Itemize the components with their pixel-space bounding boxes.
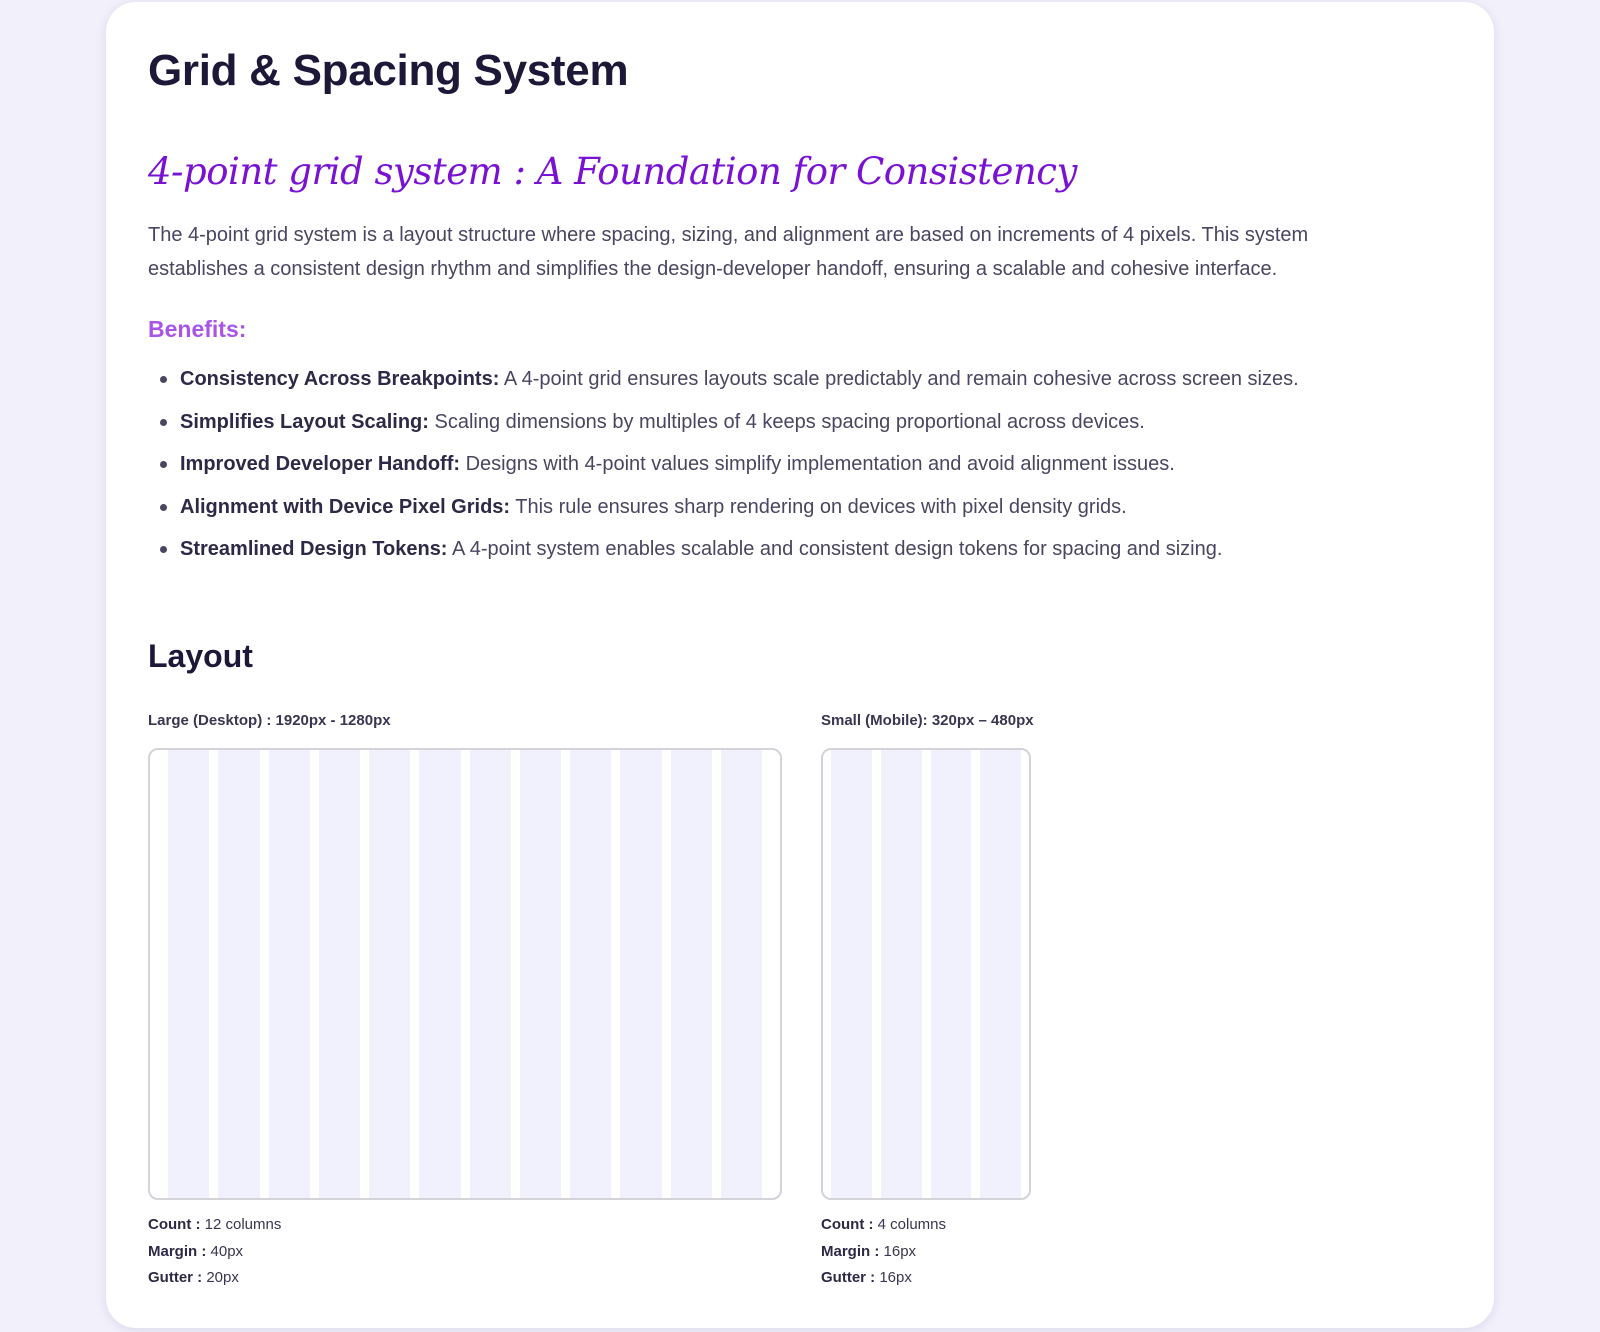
- mobile-breakpoint-label: Small (Mobile): 320px – 480px: [821, 712, 1034, 729]
- benefit-title: Consistency Across Breakpoints:: [180, 368, 500, 390]
- desktop-grid-column: [470, 750, 511, 1198]
- bullet-icon: [160, 546, 167, 553]
- bullet-icon: [160, 461, 167, 468]
- mobile-grid-column: [831, 750, 872, 1198]
- desktop-grid-specs: [148, 1212, 281, 1292]
- desktop-grid-column: [419, 750, 460, 1198]
- desktop-grid-column: [168, 750, 209, 1198]
- benefit-item-consistency: [180, 366, 1299, 409]
- desktop-gutter-spec: Gutter : 20px: [148, 1269, 239, 1286]
- bullet-icon: [160, 419, 167, 426]
- desktop-margin-spec: Margin : 40px: [148, 1242, 244, 1260]
- layout-heading: Layout: [148, 638, 253, 674]
- bullet-icon: [160, 376, 167, 383]
- desktop-grid-column: [671, 750, 712, 1198]
- desktop-grid-column: [721, 750, 762, 1198]
- benefit-text: Designs with 4-point values simplify implementation and avoid alignment issues.: [460, 453, 1175, 475]
- page-title: Grid & Spacing System: [148, 46, 629, 95]
- mobile-grid-preview: [821, 748, 1031, 1200]
- intro-paragraph: The 4-point grid system is a layout structure where spacing, sizing, and alignment are based on increments of 4 pixels. This system establishes a consistent design rhythm and simplifies the design-developer handoff, ensuring a scalable and cohesive interface.: [148, 224, 1309, 280]
- desktop-grid-preview: [148, 748, 782, 1200]
- benefits-list: [148, 366, 1299, 579]
- benefit-text: A 4-point system enables scalable and consistent design tokens for spacing and sizing.: [447, 538, 1223, 560]
- desktop-grid-column: [319, 750, 360, 1198]
- mobile-count-spec: Count : 4 columns: [821, 1216, 947, 1233]
- desktop-grid-column: [520, 750, 561, 1198]
- desktop-grid-column: [620, 750, 661, 1198]
- bullet-icon: [160, 504, 167, 511]
- mobile-grid-specs: [821, 1212, 946, 1292]
- desktop-count-spec: Count : 12 columns: [148, 1216, 282, 1233]
- mobile-gutter-spec: Gutter : 16px: [821, 1269, 912, 1286]
- benefit-text: This rule ensures sharp rendering on devices with pixel density grids.: [510, 495, 1127, 518]
- benefit-text: Scaling dimensions by multiples of 4 keeps spacing proportional across devices.: [428, 410, 1145, 433]
- benefit-text: A 4-point grid ensures layouts scale predictably and remain cohesive across screen sizes.: [499, 368, 1299, 390]
- desktop-grid-column: [570, 750, 611, 1198]
- benefit-item-pixel-grids: [180, 494, 1299, 537]
- desktop-grid-column: [218, 750, 259, 1198]
- mobile-grid-column: [881, 750, 922, 1198]
- benefit-item-handoff: [180, 451, 1299, 494]
- benefit-title: Streamlined Design Tokens:: [180, 538, 448, 560]
- benefit-item-tokens: [180, 536, 1299, 579]
- desktop-grid-column: [269, 750, 310, 1198]
- desktop-breakpoint-label: Large (Desktop) : 1920px - 1280px: [148, 712, 391, 729]
- benefit-title: Improved Developer Handoff:: [180, 453, 461, 475]
- mobile-grid-column: [980, 750, 1021, 1198]
- benefit-title: Simplifies Layout Scaling:: [180, 410, 429, 433]
- section-subtitle: 4-point grid system : A Foundation for Consistency: [148, 150, 1077, 193]
- content-card: [106, 2, 1494, 1328]
- benefit-title: Alignment with Device Pixel Grids:: [180, 495, 511, 518]
- benefit-item-scaling: [180, 409, 1299, 452]
- mobile-grid-column: [931, 750, 972, 1198]
- desktop-grid-column: [369, 750, 410, 1198]
- benefits-heading: Benefits:: [148, 316, 247, 342]
- mobile-margin-spec: Margin : 16px: [821, 1242, 917, 1260]
